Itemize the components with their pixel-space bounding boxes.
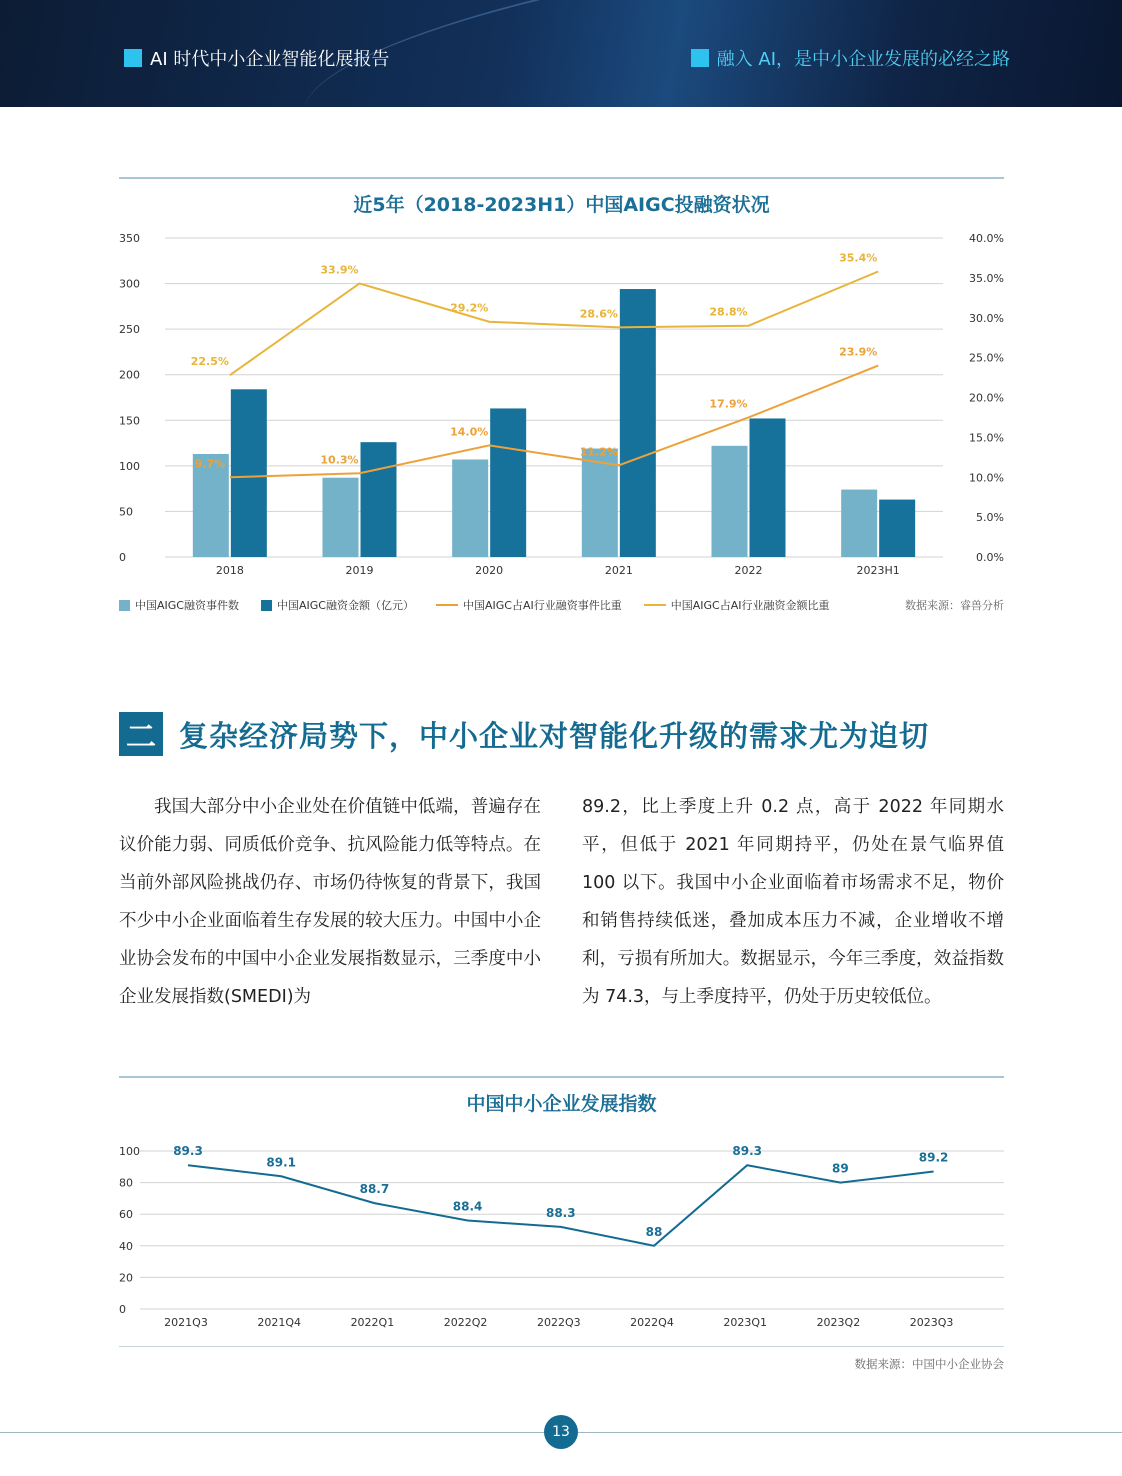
legend-label: 中国AIGC融资事件数: [135, 599, 239, 612]
data-label: 89: [832, 1161, 849, 1176]
smedi-line: [188, 1165, 934, 1246]
data-label: 89.2: [918, 1150, 949, 1165]
x-tick-label: 2022Q4: [630, 1316, 674, 1329]
x-tick-label: 2021Q4: [257, 1316, 302, 1329]
data-label: 14.0%: [450, 425, 489, 439]
y-tick-label: 100: [119, 459, 140, 473]
section-title: 复杂经济局势下，中小企业对智能化升级的需求尤为迫切: [179, 718, 930, 753]
y-tick-label: 200: [119, 368, 140, 382]
y2-tick-label: 20.0%: [969, 391, 1004, 405]
legend-item: [436, 597, 622, 613]
chart2-bottom-rule: [119, 1346, 1004, 1347]
x-tick-label: 2022: [734, 564, 763, 577]
data-label: 88.7: [359, 1182, 390, 1197]
legend-item: [644, 597, 830, 613]
bar-amount: [620, 289, 656, 557]
data-label: 22.5%: [190, 355, 229, 369]
chart2-source: 数据来源：中国中小企业协会: [854, 1357, 1004, 1371]
y-tick-label: 20: [119, 1271, 133, 1285]
y-tick-label: 80: [119, 1176, 133, 1190]
bar-amount: [750, 418, 786, 557]
data-label: 35.4%: [839, 251, 878, 265]
y2-tick-label: 25.0%: [969, 351, 1004, 365]
bar-amount: [490, 408, 526, 557]
y2-tick-label: 0.0%: [976, 551, 1004, 564]
bar-event-count: [323, 478, 359, 557]
x-tick-label: 2023H1: [856, 564, 900, 577]
y-tick-label: 100: [119, 1145, 140, 1158]
data-label: 33.9%: [320, 263, 359, 277]
y-tick-label: 150: [119, 414, 140, 428]
x-tick-label: 2018: [215, 564, 244, 577]
data-label: 17.9%: [709, 397, 748, 411]
data-label: 88: [645, 1224, 663, 1239]
y2-tick-label: 5.0%: [976, 511, 1004, 525]
y-tick-label: 50: [119, 505, 133, 519]
data-label: 89.1: [266, 1155, 297, 1170]
y-tick-label: 0: [119, 1303, 126, 1316]
legend-swatch: [644, 604, 666, 606]
chart1-title: 近5年（2018-2023H1）中国AIGC投融资状况: [353, 194, 770, 216]
line-amount-share: [230, 271, 878, 375]
data-label: 28.8%: [709, 305, 748, 319]
x-tick-label: 2021: [604, 564, 633, 577]
chart1-svg: [0, 0, 1122, 600]
bar-event-count: [452, 459, 488, 557]
y2-tick-label: 35.0%: [969, 271, 1004, 285]
data-label: 89.3: [732, 1144, 763, 1159]
body-right-column: 89.2，比上季度上升 0.2 点，高于 2022 年同期水平，但低于 2021 年同期持平，仍处在景气临界值 100 以下。我国中小企业面临着市场需求不足，物价和销售持续低迷，叠加成本压力不减，企业增收不增利，亏损有所加大。数据显示，今年三季度，效益指数为 74.3，与上季度持平，仍处于历史较低位。: [582, 797, 1004, 1007]
x-tick-label: 2019: [345, 564, 374, 577]
bar-amount: [361, 442, 397, 557]
legend-swatch: [436, 604, 458, 606]
data-label: 88.3: [545, 1205, 576, 1220]
x-tick-label: 2022Q1: [350, 1316, 395, 1329]
y2-tick-label: 30.0%: [969, 311, 1004, 325]
legend-swatch: [261, 600, 272, 611]
data-label: 28.6%: [579, 307, 618, 321]
legend-item: [119, 597, 239, 613]
legend-item: [261, 597, 414, 613]
legend-label: 中国AIGC占AI行业融资金额比重: [670, 599, 830, 612]
bar-amount: [231, 389, 267, 557]
data-label: 11.2%: [579, 445, 618, 459]
chart2-title: 中国中小企业发展指数: [466, 1093, 657, 1115]
chart1-legend: [119, 597, 1004, 613]
data-label: 23.9%: [839, 345, 878, 359]
x-tick-label: 2023Q1: [723, 1316, 768, 1329]
y2-tick-label: 10.0%: [969, 471, 1004, 485]
legend-label: 中国AIGC占AI行业融资事件比重: [462, 599, 622, 612]
y-tick-label: 300: [119, 277, 140, 291]
chart1-source: 数据来源：睿兽分析: [905, 599, 1004, 612]
y-tick-label: 0: [119, 551, 126, 564]
x-tick-label: 2023Q2: [816, 1316, 861, 1329]
legend-label: 中国AIGC融资金额（亿元）: [276, 599, 414, 612]
legend-swatch: [119, 600, 130, 611]
y2-tick-label: 40.0%: [969, 232, 1004, 245]
x-tick-label: 2022Q2: [443, 1316, 488, 1329]
data-label: 10.3%: [320, 453, 359, 467]
chapter-title-text: 融入 AI，是中小企业发展的必经之路: [716, 49, 1010, 70]
bar-event-count: [712, 446, 748, 557]
data-label: 88.4: [452, 1199, 483, 1214]
page-number: 13: [544, 1415, 578, 1449]
y2-tick-label: 15.0%: [969, 431, 1004, 445]
x-tick-label: 2022Q3: [536, 1316, 581, 1329]
section-heading: [119, 712, 929, 756]
x-tick-label: 2020: [475, 564, 504, 577]
body-left-column: 我国大部分中小企业处在价值链中低端，普遍存在议价能力弱、同质低价竞争、抗风险能力低等特点。在当前外部风险挑战仍存、市场仍待恢复的背景下，我国不少中小企业面临着生存发展的较大压力。中国中小企业协会发布的中国中小企业发展指数显示，三季度中小企业发展指数(SMEDI)为: [119, 797, 541, 1007]
report-title-text: AI 时代中小企业智能化展报告: [150, 49, 390, 70]
chart2-top-rule: [119, 1076, 1004, 1078]
x-tick-label: 2023Q3: [909, 1316, 954, 1329]
y-tick-label: 350: [119, 232, 140, 245]
bar-amount: [879, 500, 915, 557]
y-tick-label: 250: [119, 323, 140, 337]
data-label: 89.3: [173, 1144, 203, 1159]
y-tick-label: 40: [119, 1239, 133, 1253]
x-tick-label: 2021Q3: [164, 1316, 208, 1329]
y-tick-label: 60: [119, 1208, 133, 1222]
data-label: 29.2%: [450, 301, 489, 315]
bar-event-count: [841, 490, 877, 557]
data-label: 9.7%: [194, 457, 226, 471]
section-number: 二: [119, 712, 163, 756]
